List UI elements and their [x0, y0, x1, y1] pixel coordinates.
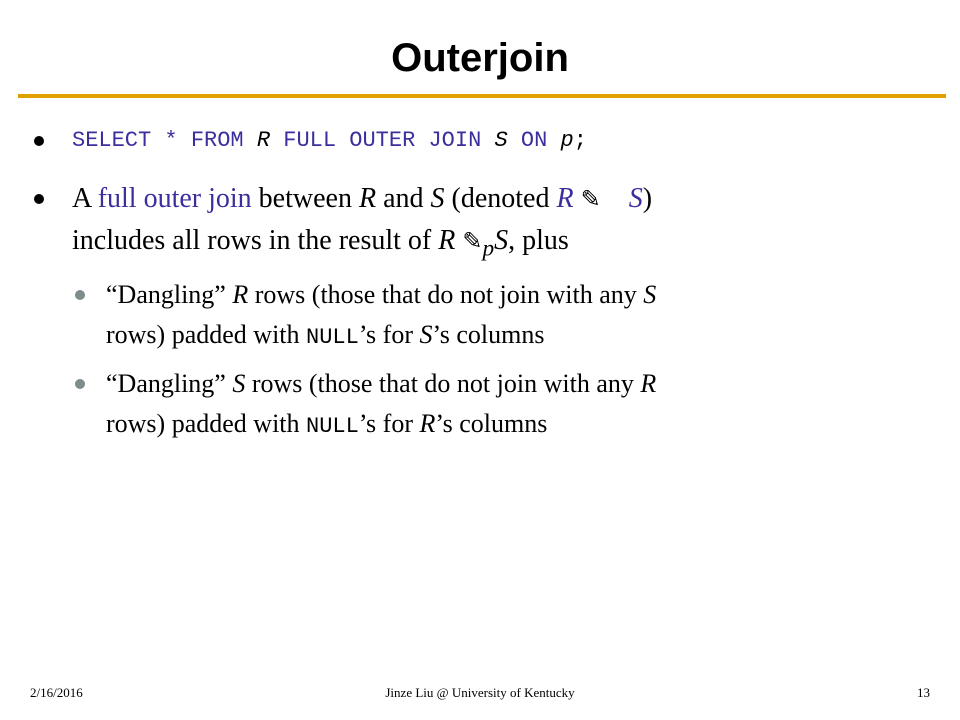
- sql-r: R: [256, 128, 271, 153]
- full-outer-join-term: full outer join: [97, 183, 252, 214]
- relation-r: R: [232, 280, 249, 309]
- footer-author: Jinze Liu @ University of Kentucky: [385, 685, 575, 700]
- text: ’s columns: [432, 320, 545, 349]
- sub2-line2: [106, 408, 547, 443]
- text: “Dangling”: [106, 369, 233, 398]
- sql-p: p: [560, 128, 574, 153]
- sub-bullet-dot: [75, 379, 85, 389]
- sql-select: SELECT * FROM: [72, 128, 257, 153]
- sub2-line1: [106, 368, 656, 400]
- bullet2-line1: [72, 182, 652, 217]
- text: “Dangling”: [106, 280, 233, 309]
- relation-s: S: [494, 225, 509, 256]
- sql-full-outer-join: FULL OUTER JOIN: [270, 128, 495, 153]
- sub1-line2: [106, 319, 544, 354]
- footer-page-number: 13: [917, 685, 930, 700]
- text: , plus: [508, 225, 569, 256]
- relation-r: R: [358, 183, 377, 214]
- relation-r: R: [419, 409, 436, 438]
- sub-bullet-dot: [75, 290, 85, 300]
- relation-s: S: [430, 183, 445, 214]
- sql-on: ON: [507, 128, 561, 153]
- relation-r: R: [438, 225, 456, 256]
- text: ): [642, 183, 653, 214]
- text: ’s for: [358, 409, 420, 438]
- null-keyword: NULL: [306, 414, 359, 439]
- full-outer-join-symbol-icon: ✎: [580, 187, 601, 213]
- text: ’s columns: [435, 409, 548, 438]
- relation-s: S: [643, 280, 657, 309]
- text: rows) padded with: [106, 409, 307, 438]
- join-symbol-icon: ✎: [462, 229, 483, 255]
- text: rows (those that do not join with any: [245, 369, 641, 398]
- text: between: [251, 183, 359, 214]
- relation-r: R: [556, 183, 574, 214]
- null-keyword: NULL: [306, 325, 359, 350]
- footer-date: 2/16/2016: [30, 685, 83, 700]
- relation-r: R: [640, 369, 657, 398]
- text: rows) padded with: [106, 320, 307, 349]
- text: (denoted: [444, 183, 557, 214]
- join-predicate-p: p: [482, 235, 495, 262]
- text: and: [376, 183, 431, 214]
- sql-statement: [72, 124, 587, 158]
- sub1-line1: [106, 279, 656, 311]
- relation-s: S: [628, 183, 643, 214]
- bullet-dot: [34, 136, 44, 146]
- sql-s: S: [494, 128, 508, 153]
- title-underline: [18, 94, 946, 98]
- text: ’s for: [358, 320, 420, 349]
- relation-s: S: [232, 369, 246, 398]
- slide-title: Outerjoin: [391, 36, 569, 80]
- bullet-dot: [34, 194, 44, 204]
- bullet2-line2: [72, 224, 569, 266]
- text: A: [72, 183, 98, 214]
- text: includes all rows in the result of: [72, 225, 439, 256]
- relation-s: S: [419, 320, 433, 349]
- text: rows (those that do not join with any: [248, 280, 644, 309]
- sql-semicolon: ;: [573, 128, 587, 153]
